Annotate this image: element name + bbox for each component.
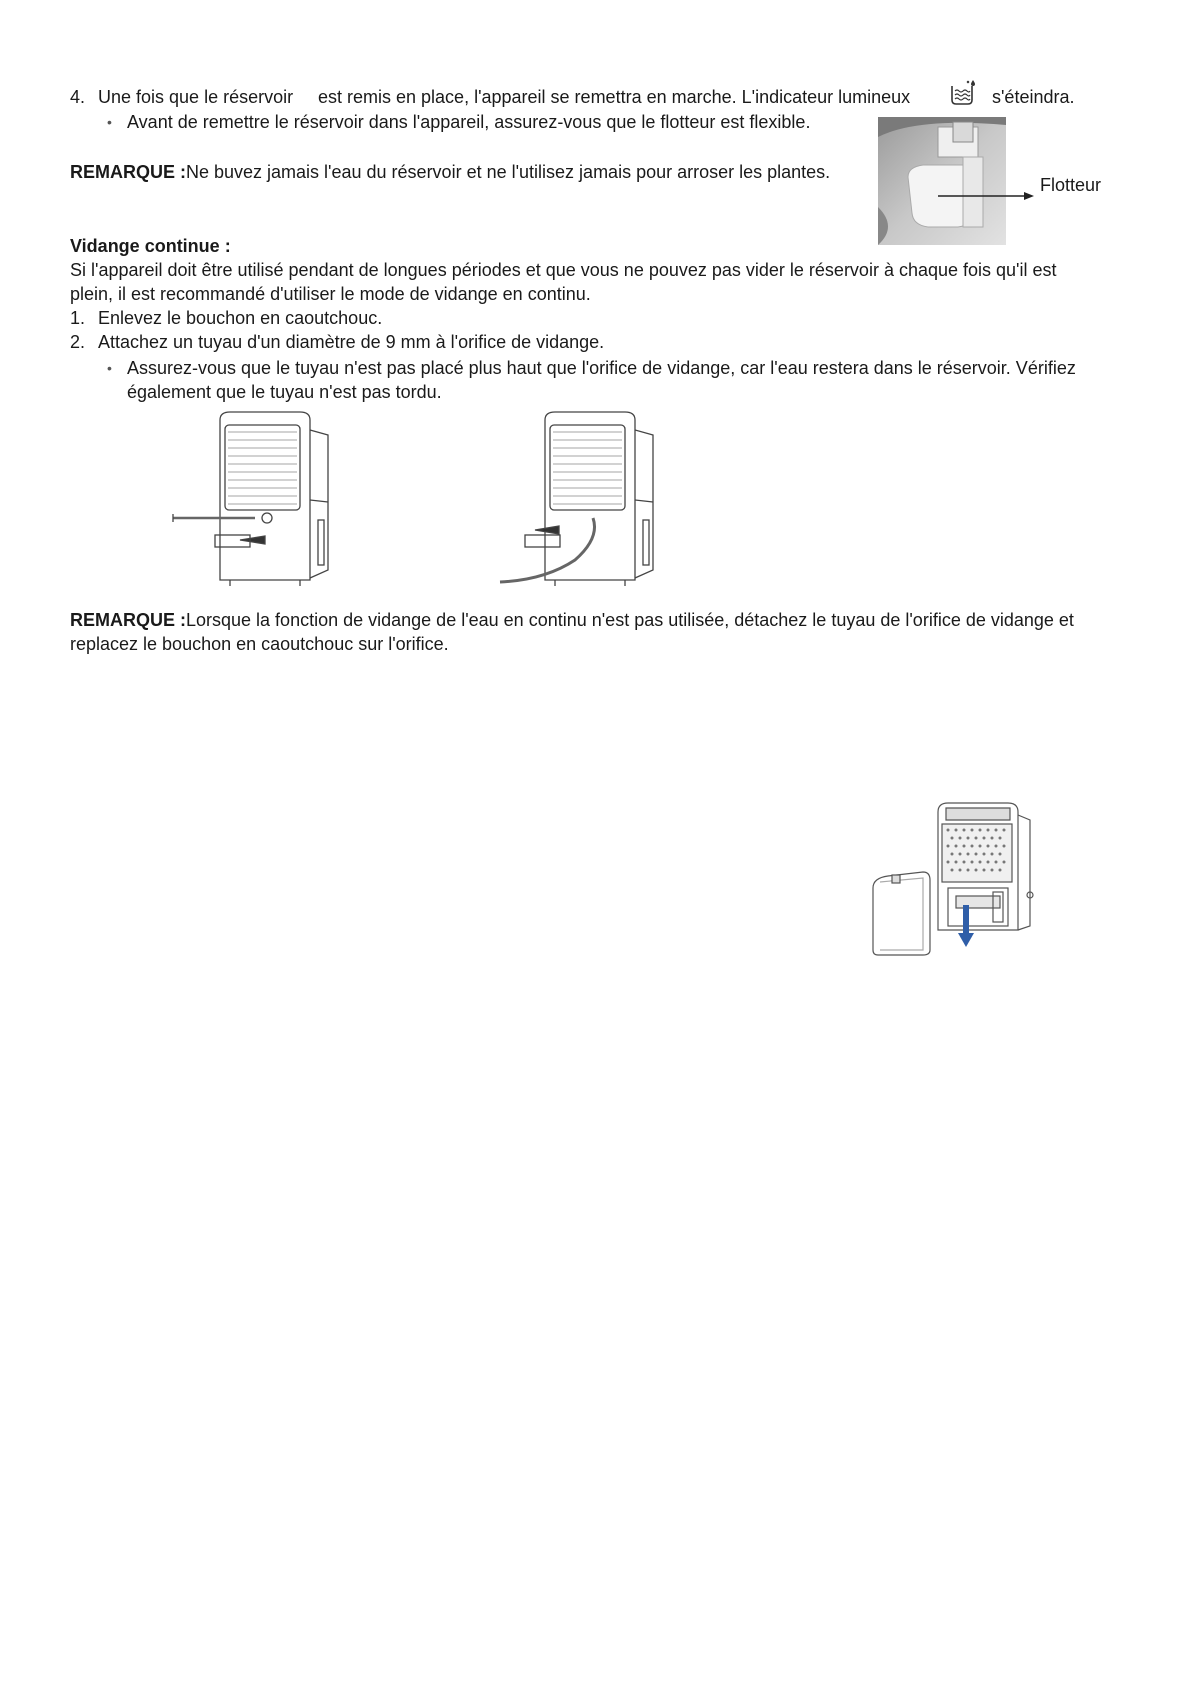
note-2-text-line1: Lorsque la fonction de vidange de l'eau en continu n'est pas utilisée, détachez le tuyau de l'orifice de vidange et: [186, 610, 1074, 630]
hose-bullet-line1: • Assurez-vous que le tuyau n'est pas placé plus haut que l'orifice de vidange, car l'eau restera dans le réservoir. Vérifiez: [127, 356, 1076, 380]
float-label: Flotteur: [1040, 175, 1102, 195]
continuous-drain-heading: Vidange continue :: [70, 236, 231, 256]
note-2-line1: [70, 608, 1074, 632]
note-2-text-line2: replacez le bouchon en caoutchouc sur l'orifice.: [70, 634, 449, 654]
note-1: [70, 160, 830, 184]
note-1-label: REMARQUE :: [70, 162, 186, 182]
drain-step-1-number: 1.: [70, 308, 86, 328]
drain-step-2-number: 2.: [70, 332, 86, 352]
float-photo: [878, 117, 1006, 245]
drain-step-1-text: Enlevez le bouchon en caoutchouc.: [98, 308, 383, 328]
note-2-label: REMARQUE :: [70, 610, 186, 630]
step-4-number: 4.: [70, 87, 86, 107]
hose-bullet-line2: également que le tuyau n'est pas tordu.: [127, 382, 442, 402]
tank-removal-illustration: [868, 800, 1038, 960]
step-4-text-part3: s'éteindra.: [992, 87, 1075, 107]
remove-plug-illustration: [170, 410, 340, 590]
drain-step-2-text: Attachez un tuyau d'un diamètre de 9 mm à l'orifice de vidange.: [98, 332, 605, 352]
hose-attached-illustration: [495, 410, 665, 590]
water-tank-full-icon: [948, 78, 978, 108]
float-pointer-arrow: [938, 184, 1034, 192]
step-4-text-part1: Une fois que le réservoir: [98, 87, 294, 107]
note-1-text: Ne buvez jamais l'eau du réservoir et ne l'utilisez jamais pour arroser les plantes.: [186, 162, 831, 182]
down-arrow-icon: [958, 905, 974, 947]
step-4-text-part2: est remis en place, l'appareil se remettra en marche. L'indicateur lumineux: [318, 87, 911, 107]
float-check-bullet: • Avant de remettre le réservoir dans l'appareil, assurez-vous que le flotteur est flexible.: [127, 110, 810, 134]
continuous-intro-line2: plein, il est recommandé d'utiliser le mode de vidange en continu.: [70, 284, 591, 304]
continuous-intro-line1: Si l'appareil doit être utilisé pendant de longues périodes et que vous ne pouvez pas vider le réservoir à chaque fois qu'il est: [70, 260, 1057, 280]
